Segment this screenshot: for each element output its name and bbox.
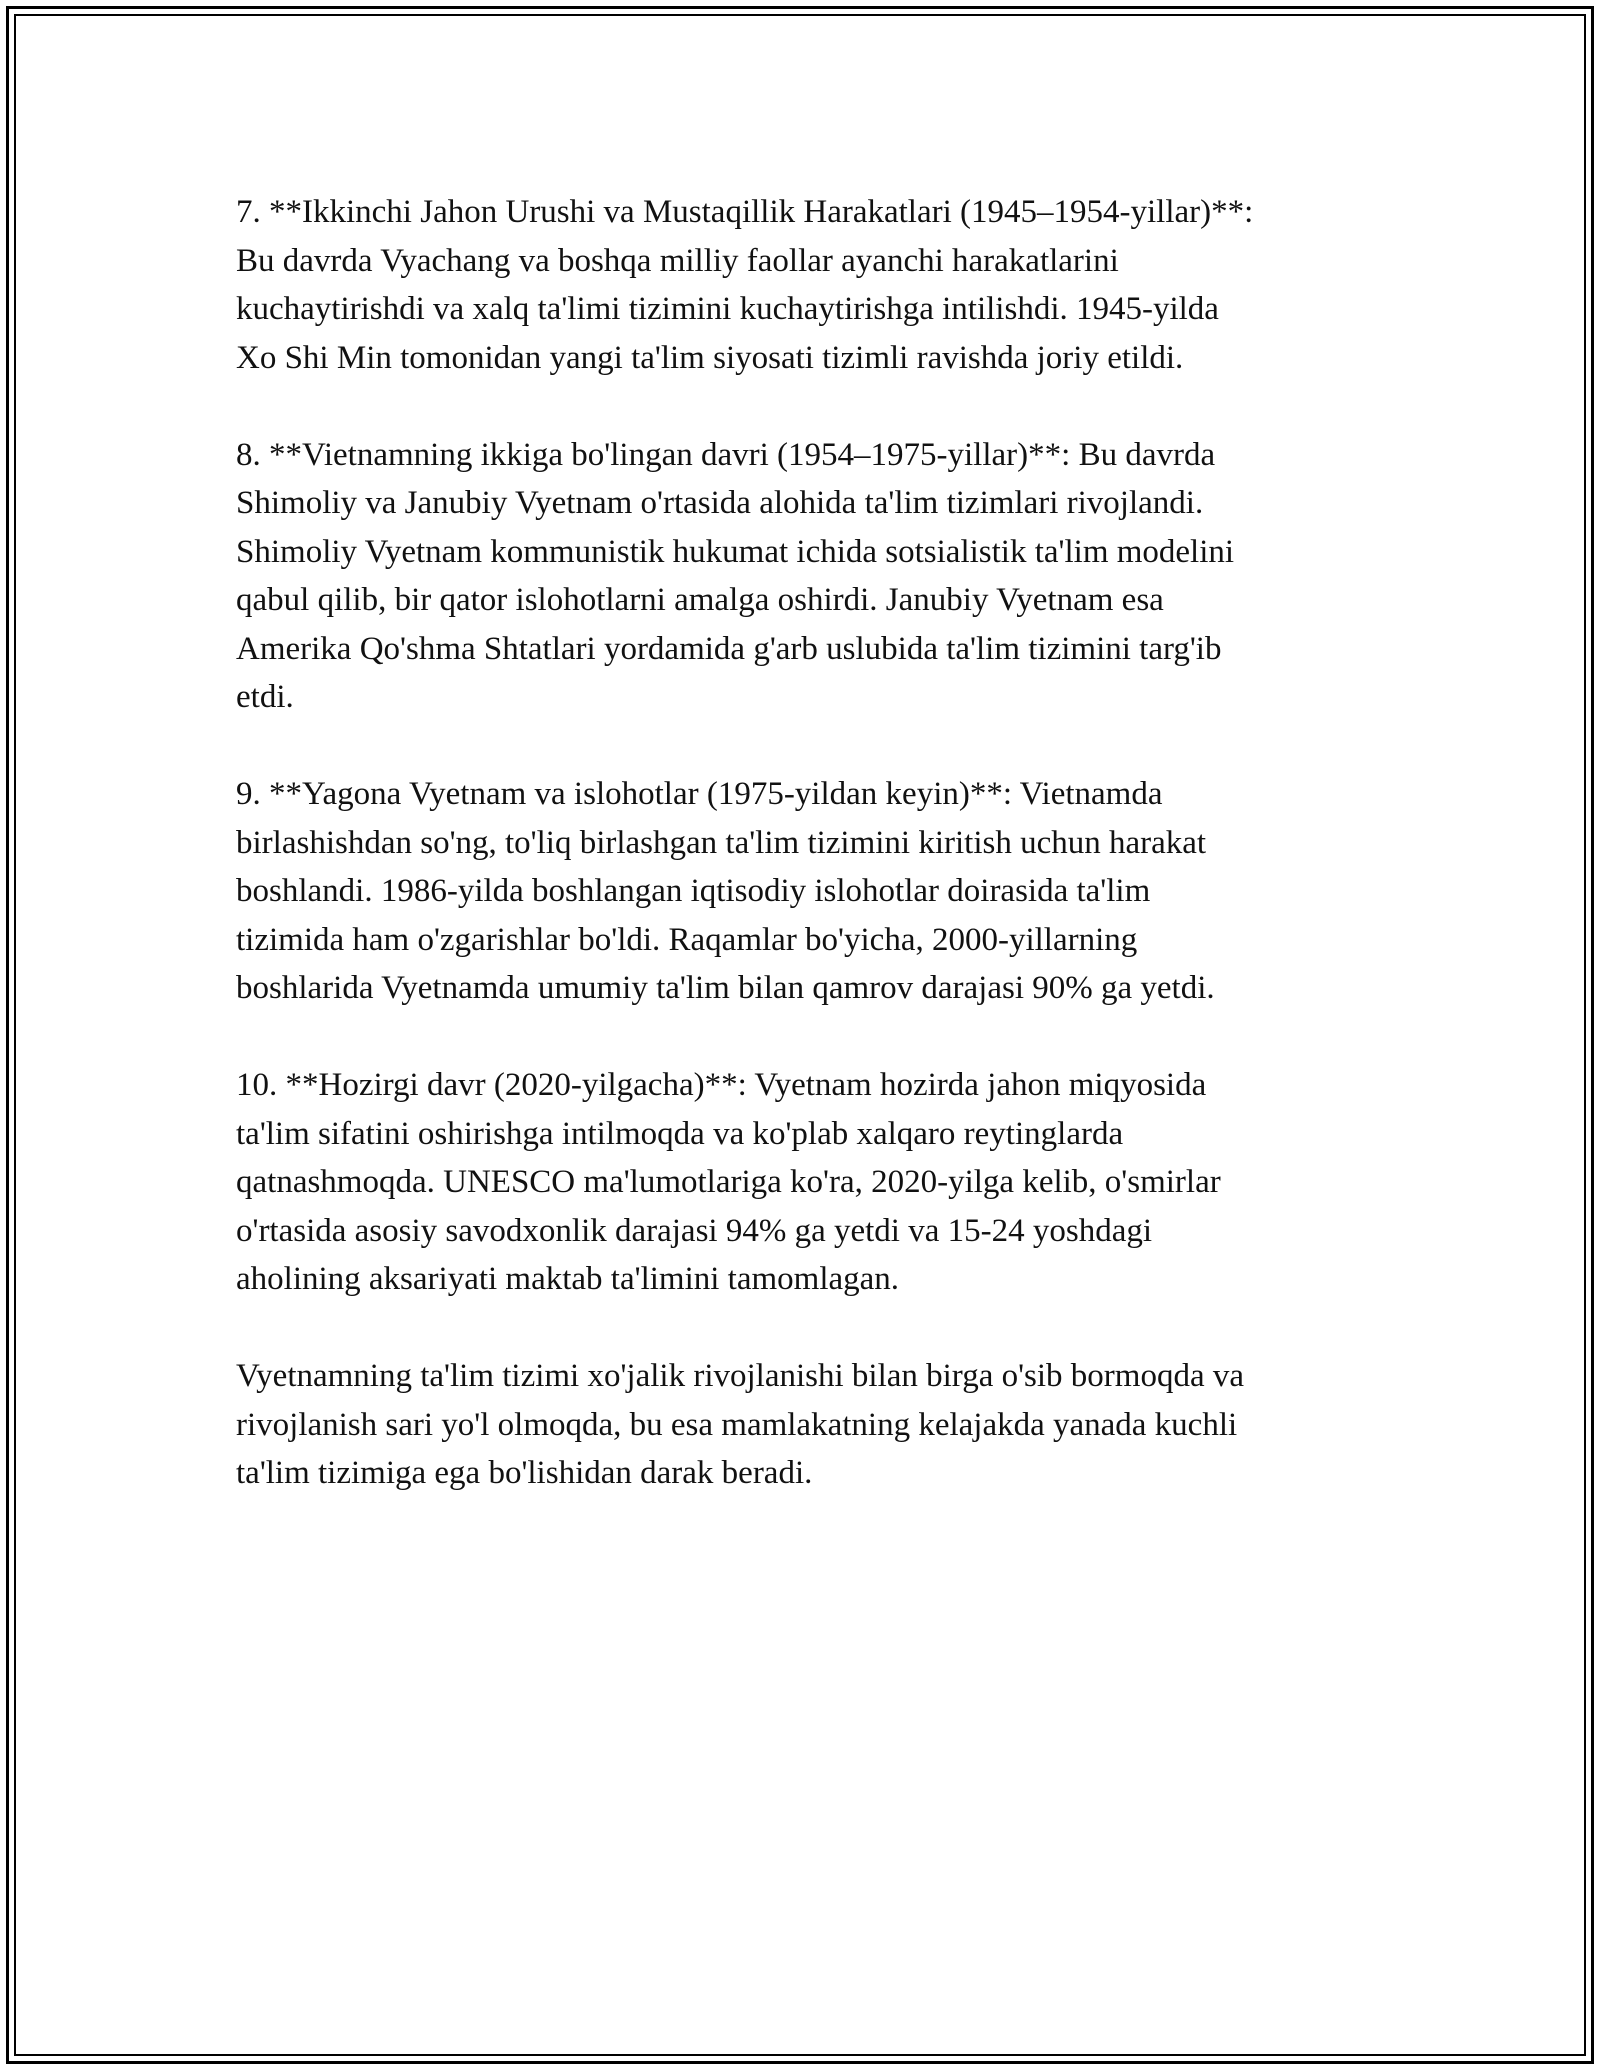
document-body — [236, 188, 1386, 1546]
text-line: Bu davrda Vyachang va boshqa milliy faollar ayanchi harakatlarini — [236, 242, 1119, 279]
paragraph-8 — [236, 431, 1386, 722]
text-line: kuchaytirishdi va xalq ta'limi tizimini kuchaytirishga intilishdi. 1945-yilda — [236, 291, 1219, 327]
paragraph-conclusion — [236, 1352, 1386, 1498]
text-line: boshlandi. 1986-yilda boshlangan iqtisodiy islohotlar doirasida ta'lim — [236, 873, 1151, 909]
text-line: qabul qilib, bir qator islohotlarni amalga oshirdi. Janubiy Vyetnam esa — [236, 582, 1164, 618]
text-line: 9. **Yagona Vyetnam va islohotlar (1975-yildan keyin)**: Vietnamda — [236, 776, 1163, 812]
text-line: Amerika Qo'shma Shtatlari yordamida g'arb uslubida ta'lim tizimini targ'ib — [236, 630, 1222, 667]
text-line: o'rtasida asosiy savodxonlik darajasi 94% ga yetdi va 15-24 yoshdagi — [236, 1212, 1153, 1249]
text-line: ta'lim tizimiga ega bo'lishidan darak beradi. — [236, 1455, 813, 1491]
paragraph-9 — [236, 770, 1386, 1013]
text-line: etdi. — [236, 679, 294, 715]
text-line: Vyetnamning ta'lim tizimi xo'jalik rivojlanishi bilan birga o'sib bormoqda va — [236, 1358, 1244, 1394]
text-line: Shimoliy va Janubiy Vyetnam o'rtasida alohida ta'lim tizimlari rivojlandi. — [236, 485, 1204, 521]
text-line: qatnashmoqda. UNESCO ma'lumotlariga ko'ra, 2020-yilga kelib, o'smirlar — [236, 1164, 1221, 1200]
text-line: 8. **Vietnamning ikkiga bo'lingan davri (1954–1975-yillar)**: Bu davrda — [236, 436, 1216, 473]
text-line: 7. **Ikkinchi Jahon Urushi va Mustaqillik Harakatlari (1945–1954-yillar)**: — [236, 194, 1254, 230]
text-line: ta'lim sifatini oshirishga intilmoqda va ko'plab xalqaro reytinglarda — [236, 1115, 1124, 1152]
paragraph-10 — [236, 1061, 1386, 1304]
text-line: Shimoliy Vyetnam kommunistik hukumat ichida sotsialistik ta'lim modelini — [236, 533, 1235, 570]
paragraph-7 — [236, 188, 1386, 382]
text-line: aholining aksariyati maktab ta'limini tamomlagan. — [236, 1261, 900, 1297]
text-line: boshlarida Vyetnamda umumiy ta'lim bilan qamrov darajasi 90% ga yetdi. — [236, 970, 1215, 1006]
text-line: tizimida ham o'zgarishlar bo'ldi. Raqamlar bo'yicha, 2000-yillarning — [236, 921, 1138, 958]
text-line: Xo Shi Min tomonidan yangi ta'lim siyosati tizimli ravishda joriy etildi. — [236, 339, 1184, 376]
text-line: birlashishdan so'ng, to'liq birlashgan ta'lim tizimini kiritish uchun harakat — [236, 824, 1207, 861]
text-line: 10. **Hozirgi davr (2020-yilgacha)**: Vyetnam hozirda jahon miqyosida — [236, 1067, 1207, 1103]
text-line: rivojlanish sari yo'l olmoqda, bu esa mamlakatning kelajakda yanada kuchli — [236, 1406, 1238, 1443]
